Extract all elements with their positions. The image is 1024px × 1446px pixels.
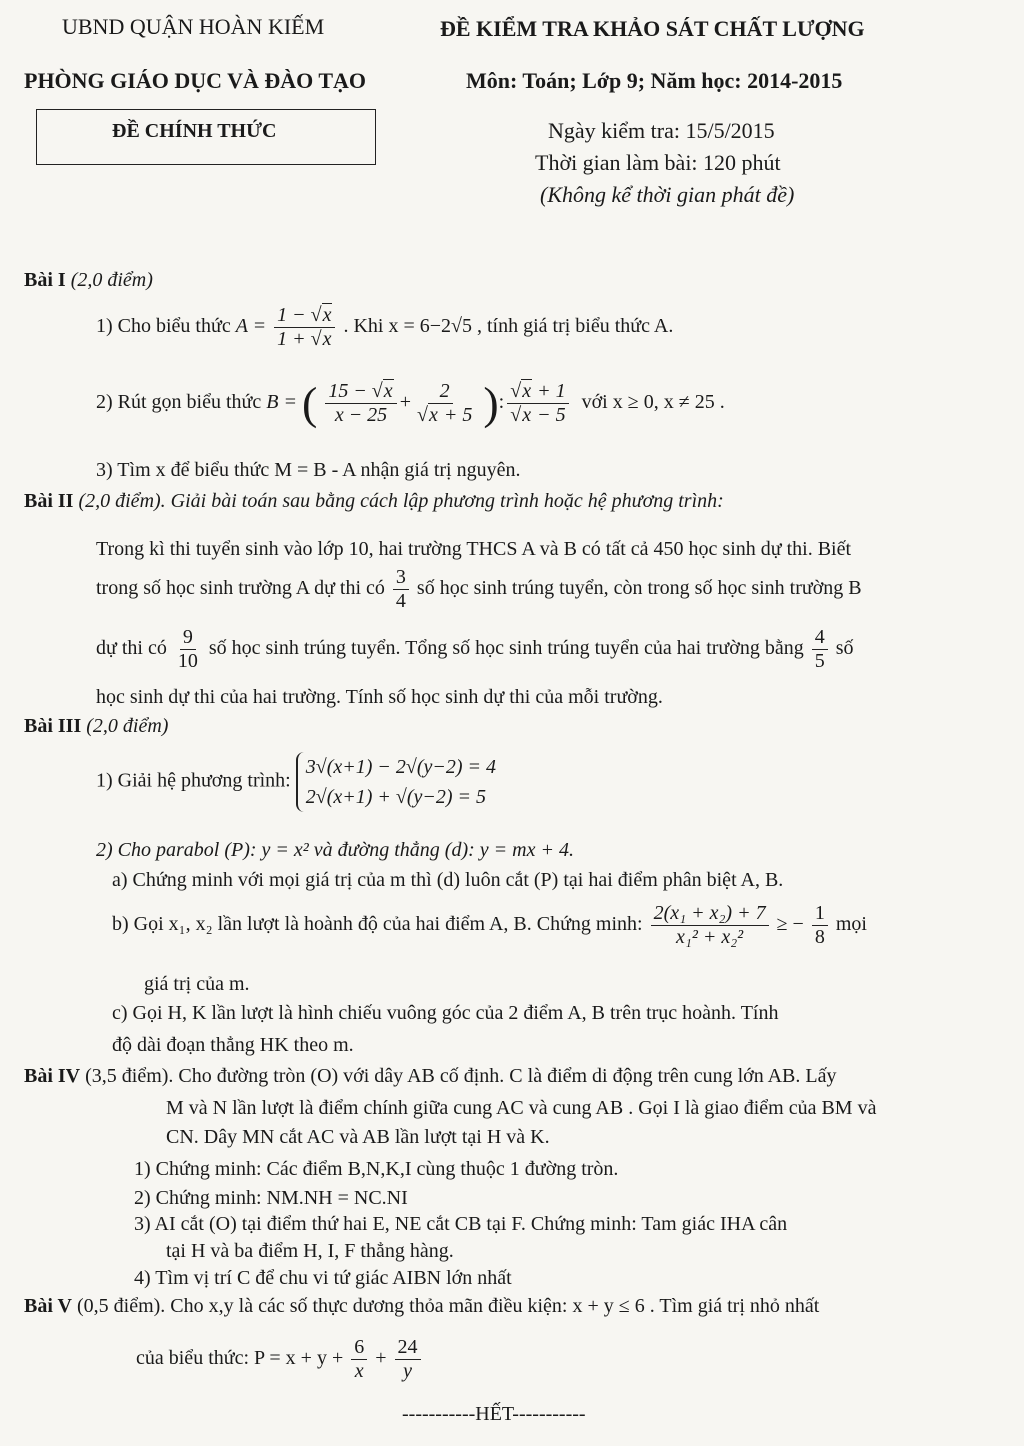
exam-date: Ngày kiểm tra: 15/5/2015 [548, 118, 775, 143]
q3-2b: b) Gọi x₁, x₂ lần lượt là hoành độ của hai điểm A, B. Chứng minh: $\frac{\text{2(x₁ + x₂) + 7}}{\text{x₁² + x₂²}}$ ≥ − $\frac{1}{8}$ mọi [112, 902, 867, 948]
exam-duration: Thời gian làm bài: 120 phút [535, 150, 781, 175]
official-label: ĐỀ CHÍNH THỨC [112, 120, 277, 142]
s2-line1: Trong kì thi tuyển sinh vào lớp 10, hai trường THCS A và B có tất cả 450 học sinh dự thi. Biết [96, 538, 852, 560]
s2-line4: học sinh dự thi của hai trường. Tính số học sinh dự thi của mỗi trường. [96, 686, 663, 708]
exam-note: (Không kể thời gian phát đề) [540, 182, 795, 207]
q3-2a: a) Chứng minh với mọi giá trị của m thì (d) luôn cắt (P) tại hai điểm phân biệt A, B. [112, 869, 784, 891]
district-name: UBND QUẬN HOÀN KIẾM [62, 14, 325, 39]
q1-3: 3) Tìm x để biểu thức M = B - A nhận giá trị nguyên. [96, 459, 521, 481]
department-name: PHÒNG GIÁO DỤC VÀ ĐÀO TẠO [24, 68, 367, 93]
q4-2: 2) Chứng minh: NM.NH = NC.NI [134, 1187, 408, 1209]
s4-line3: CN. Dây MN cắt AC và AB lần lượt tại H và K. [166, 1126, 550, 1148]
q1-2: 2) Rút gọn biểu thức B = ( $\frac{15 - √x}{x - 25}$ + $\frac{2}{√x + 5}$ ): $\frac{√x + 1}{√x - 5}$ với x ≥ 0, x ≠ 25 . [96, 377, 725, 429]
q3-2c-cont: độ dài đoạn thẳng HK theo m. [112, 1034, 354, 1056]
end-marker: -----------HẾT----------- [402, 1403, 586, 1425]
section-5-heading: Bài V (0,5 điểm). Cho x,y là các số thực dương thỏa mãn điều kiện: x + y ≤ 6 . Tìm giá trị nhỏ nhất [24, 1295, 820, 1317]
q3-2c: c) Gọi H, K lần lượt là hình chiếu vuông góc của 2 điểm A, B trên trục hoành. Tính [112, 1002, 779, 1024]
q3-2: 2) Cho parabol (P): y = x² và đường thẳng (d): y = mx + 4. [96, 839, 574, 861]
q3-1: 1) Giải hệ phương trình: 3√(x+1) − 2√(y−2) = 4 2√(x+1) + √(y−2) = 5 [96, 752, 496, 812]
s4-line2: M và N lần lượt là điểm chính giữa cung AC và cung AB . Gọi I là giao điểm của BM và [166, 1097, 877, 1119]
q1-1: 1) Cho biểu thức A = $\frac{1 - √x}{1 + √x}$ . Khi x = 6−2√5 , tính giá trị biểu thức A. [96, 304, 674, 350]
s5-expression: của biểu thức: P = x + y + $\frac{6}{x}$ + $\frac{24}{y}$ [136, 1336, 424, 1383]
q4-1: 1) Chứng minh: Các điểm B,N,K,I cùng thuộc 1 đường tròn. [134, 1158, 619, 1180]
q4-3: 3) AI cắt (O) tại điểm thứ hai E, NE cắt CB tại F. Chứng minh: Tam giác IHA cân [134, 1213, 788, 1235]
exam-subject: Môn: Toán; Lớp 9; Năm học: 2014-2015 [466, 68, 843, 93]
section-1-heading: Bài I (2,0 điểm) [24, 269, 153, 291]
section-2-heading: Bài II (2,0 điểm). Giải bài toán sau bằng cách lập phương trình hoặc hệ phương trình: [24, 490, 724, 512]
section-3-heading: Bài III (2,0 điểm) [24, 715, 169, 737]
exam-title: ĐỀ KIỂM TRA KHẢO SÁT CHẤT LƯỢNG [440, 16, 865, 41]
s2-line3: dự thi có $\frac{9}{10}$ số học sinh trúng tuyển. Tổng số học sinh trúng tuyển của hai trường bằng $\frac{4}{5}$ số [96, 626, 854, 672]
q4-3-cont: tại H và ba điểm H, I, F thẳng hàng. [166, 1240, 454, 1262]
section-4-heading: Bài IV (3,5 điểm). Cho đường tròn (O) với dây AB cố định. C là điểm di động trên cung lớn AB. Lấy [24, 1065, 837, 1087]
s2-line2: trong số học sinh trường A dự thi có $\frac{3}{4}$ số học sinh trúng tuyển, còn trong số học sinh trường B [96, 566, 862, 612]
q3-2b-cont: giá trị của m. [144, 973, 250, 995]
q4-4: 4) Tìm vị trí C để chu vi tứ giác AIBN lớn nhất [134, 1267, 512, 1289]
